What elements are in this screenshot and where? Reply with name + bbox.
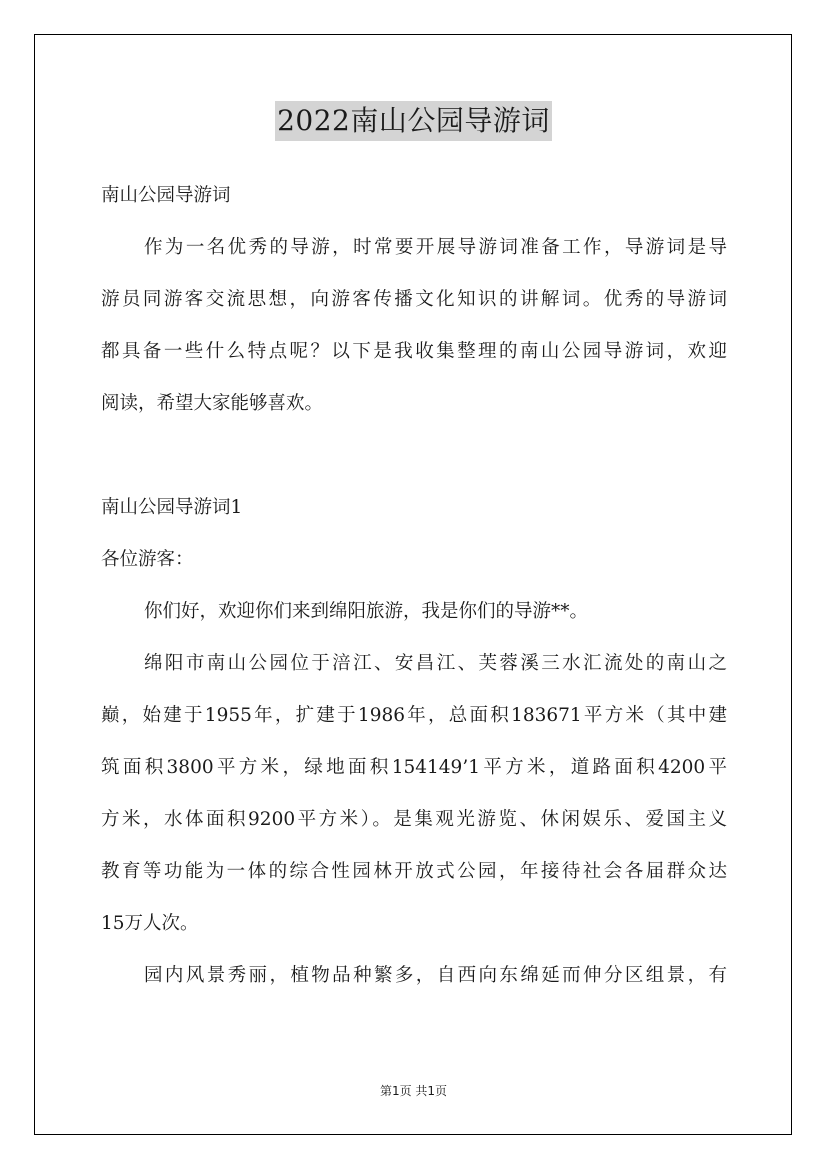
intro-line-4: 阅读，希望大家能够喜欢。: [101, 393, 324, 414]
para1-line-6: 15万人次。: [101, 913, 199, 934]
para1-line-1: 绵阳市南山公园位于涪江、安昌江、芙蓉溪三水汇流处的南山之: [144, 653, 727, 674]
document-title: 2022南山公园导游词: [275, 101, 552, 141]
intro-line-2: 游员同游客交流思想，向游客传播文化知识的讲解词。优秀的导游词: [101, 289, 727, 310]
page-footer: 第1页 共1页: [379, 1084, 448, 1098]
para1-line-2: 巅，始建于1955年，扩建于1986年，总面积183671平方米（其中建: [101, 705, 727, 726]
para1-line-5: 教育等功能为一体的综合性园林开放式公园，年接待社会各届群众达: [101, 861, 727, 882]
welcome-line: 你们好，欢迎你们来到绵阳旅游，我是你们的导游**。: [144, 601, 589, 622]
para1-line-4: 方米，水体面积9200平方米）。是集观光游览、休闲娱乐、爱国主义: [101, 809, 727, 830]
subheading: 南山公园导游词: [101, 185, 231, 206]
intro-line-1: 作为一名优秀的导游，时常要开展导游词准备工作，导游词是导: [144, 237, 727, 258]
blank-line: [101, 430, 727, 482]
title-container: [0, 101, 827, 141]
para2-line-1: 园内风景秀丽，植物品种繁多，自西向东绵延而伸分区组景，有: [144, 965, 727, 986]
section-title: 南山公园导游词1: [101, 497, 243, 518]
greeting: 各位游客：: [101, 549, 194, 570]
para1-line-3: 筑面积3800平方米，绿地面积154149’1平方米，道路面积4200平: [101, 757, 727, 778]
document-body: [101, 170, 727, 1002]
intro-line-3: 都具备一些什么特点呢？以下是我收集整理的南山公园导游词，欢迎: [101, 341, 727, 362]
